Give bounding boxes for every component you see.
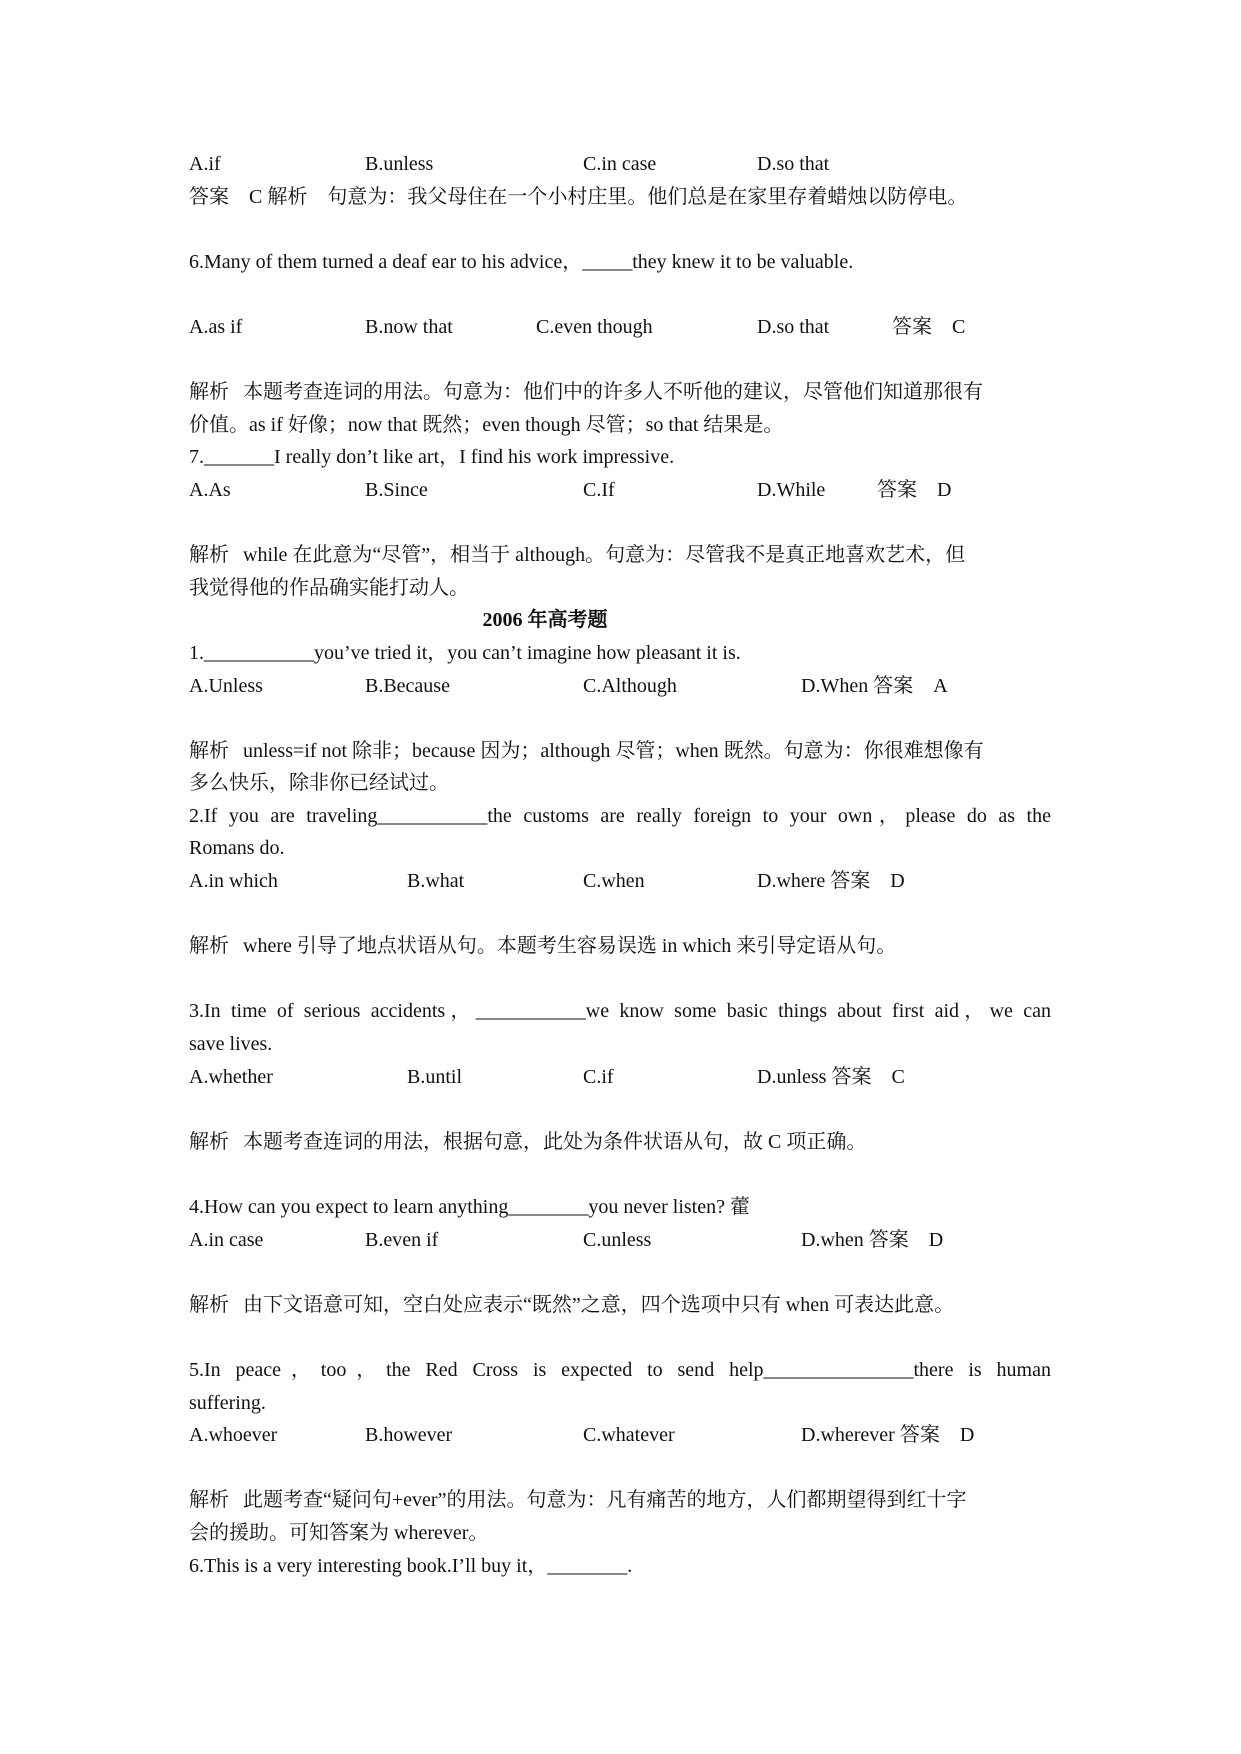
option-b: B.now that	[365, 315, 453, 338]
analysis-text: while 在此意为“尽管”，相当于 although。句意为：尽管我不是真正地喜欢艺术，但	[243, 544, 966, 567]
option-c: C.when	[583, 870, 645, 893]
question-text: 6.This is a very interesting book.I’ll buy it，________.	[189, 1554, 633, 1577]
option-c: C.unless	[583, 1228, 652, 1251]
analysis-text: 本题考查连词的用法。句意为：他们中的许多人不听他的建议，尽管他们知道那很有	[243, 381, 983, 404]
question-text: 4.How can you expect to learn anything________you never listen? 藿	[189, 1196, 750, 1218]
analysis-text: unless=if not 除非；because 因为；although 尽管；when 既然。句意为：你很难想像有	[243, 739, 984, 762]
option-a: A.as if	[189, 315, 243, 338]
analysis-text: 多么快乐，除非你已经试过。	[189, 772, 449, 795]
option-d: D.when 答案 D	[801, 1228, 944, 1251]
option-b: B.Because	[365, 674, 450, 697]
option-a: A.in case	[189, 1228, 264, 1251]
option-row	[189, 670, 1051, 703]
option-b: B.however	[365, 1424, 453, 1447]
question-text: 3.In time of serious accidents，___________we know some basic things about first aid，we can	[189, 1000, 1051, 1023]
option-d: D.wherever 答案 D	[801, 1424, 975, 1447]
option-a: A.whether	[189, 1065, 273, 1088]
option-d: D.where 答案 D	[757, 870, 905, 893]
analysis-label: 解析	[189, 935, 229, 958]
option-d: D.so that	[757, 315, 830, 338]
analysis-label: 解析	[189, 544, 229, 567]
analysis-line	[189, 1126, 1051, 1159]
analysis-text: 此题考查“疑问句+ever”的用法。句意为：凡有痛苦的地方，人们都期望得到红十字	[243, 1489, 967, 1512]
analysis-text: 本题考查连词的用法，根据句意，此处为条件状语从句，故 C 项正确。	[243, 1130, 867, 1153]
section-title: 2006 年高考题	[482, 609, 608, 632]
option-b: B.what	[407, 870, 465, 893]
option-b: B.unless	[365, 153, 434, 175]
option-row	[189, 1224, 1051, 1257]
question-text: 7._______I really don’t like art，I find his work impressive.	[189, 446, 675, 469]
option-row	[189, 1061, 1051, 1094]
analysis-line	[189, 1289, 1051, 1322]
answer-analysis: 答案 C 解析 句意为：我父母住在一个小村庄里。他们总是在家里存着蜡烛以防停电。	[189, 185, 968, 208]
option-d: D.While	[757, 478, 826, 501]
option-row	[189, 148, 1051, 181]
option-c: C.if	[583, 1065, 614, 1088]
option-b: B.even if	[365, 1228, 439, 1251]
analysis-text: 由下文语意可知，空白处应表示“既然”之意，四个选项中只有 when 可表达此意。	[243, 1293, 955, 1316]
analysis-line	[189, 376, 1051, 409]
analysis-line	[189, 735, 1051, 768]
option-d: D.unless 答案 C	[757, 1065, 905, 1088]
document-content	[189, 148, 1051, 1582]
option-d: D.When 答案 A	[801, 674, 948, 697]
question-text: 5.In peace，too，the Red Cross is expected to send help_______________there is human	[189, 1358, 1051, 1381]
option-row	[189, 311, 1051, 344]
option-c: C.Although	[583, 674, 677, 697]
option-row	[189, 1419, 1051, 1452]
analysis-line	[189, 930, 1051, 963]
option-a: A.in which	[189, 870, 278, 893]
option-b: B.Since	[365, 478, 428, 501]
option-c: C.in case	[583, 153, 657, 175]
analysis-line	[189, 539, 1051, 572]
answer: 答案 D	[877, 478, 952, 501]
option-c: C.even though	[536, 315, 653, 338]
option-c: C.whatever	[583, 1424, 675, 1447]
option-row	[189, 474, 1051, 507]
option-b: B.until	[407, 1065, 463, 1088]
option-c: C.If	[583, 478, 615, 501]
analysis-text: 价值。as if 好像；now that 既然；even though 尽管；so that 结果是。	[189, 413, 784, 436]
analysis-text: where 引导了地点状语从句。本题考生容易误选 in which 来引导定语从句。	[243, 935, 897, 958]
analysis-label: 解析	[189, 739, 229, 762]
option-a: A.Unless	[189, 674, 263, 697]
option-a: A.if	[189, 153, 221, 175]
question-text: Romans do.	[189, 837, 285, 860]
answer: 答案 C	[892, 315, 966, 338]
analysis-line	[189, 1484, 1051, 1517]
option-a: A.As	[189, 478, 231, 501]
analysis-label: 解析	[189, 1130, 229, 1153]
question-text: 1.___________you’ve tried it，you can’t imagine how pleasant it is.	[189, 641, 741, 664]
question-text: 2.If you are traveling___________the customs are really foreign to your own，please do as the	[189, 804, 1051, 827]
option-row	[189, 865, 1051, 898]
analysis-label: 解析	[189, 381, 229, 404]
option-d: D.so that	[757, 153, 830, 175]
analysis-text: 我觉得他的作品确实能打动人。	[189, 576, 469, 599]
analysis-label: 解析	[189, 1293, 229, 1316]
question-text: suffering.	[189, 1391, 266, 1414]
option-a: A.whoever	[189, 1424, 278, 1447]
analysis-text: 会的援助。可知答案为 wherever。	[189, 1521, 489, 1544]
question-text: save lives.	[189, 1033, 273, 1056]
question-text: 6.Many of them turned a deaf ear to his advice，_____they knew it to be valuable.	[189, 250, 854, 273]
analysis-label: 解析	[189, 1489, 229, 1512]
